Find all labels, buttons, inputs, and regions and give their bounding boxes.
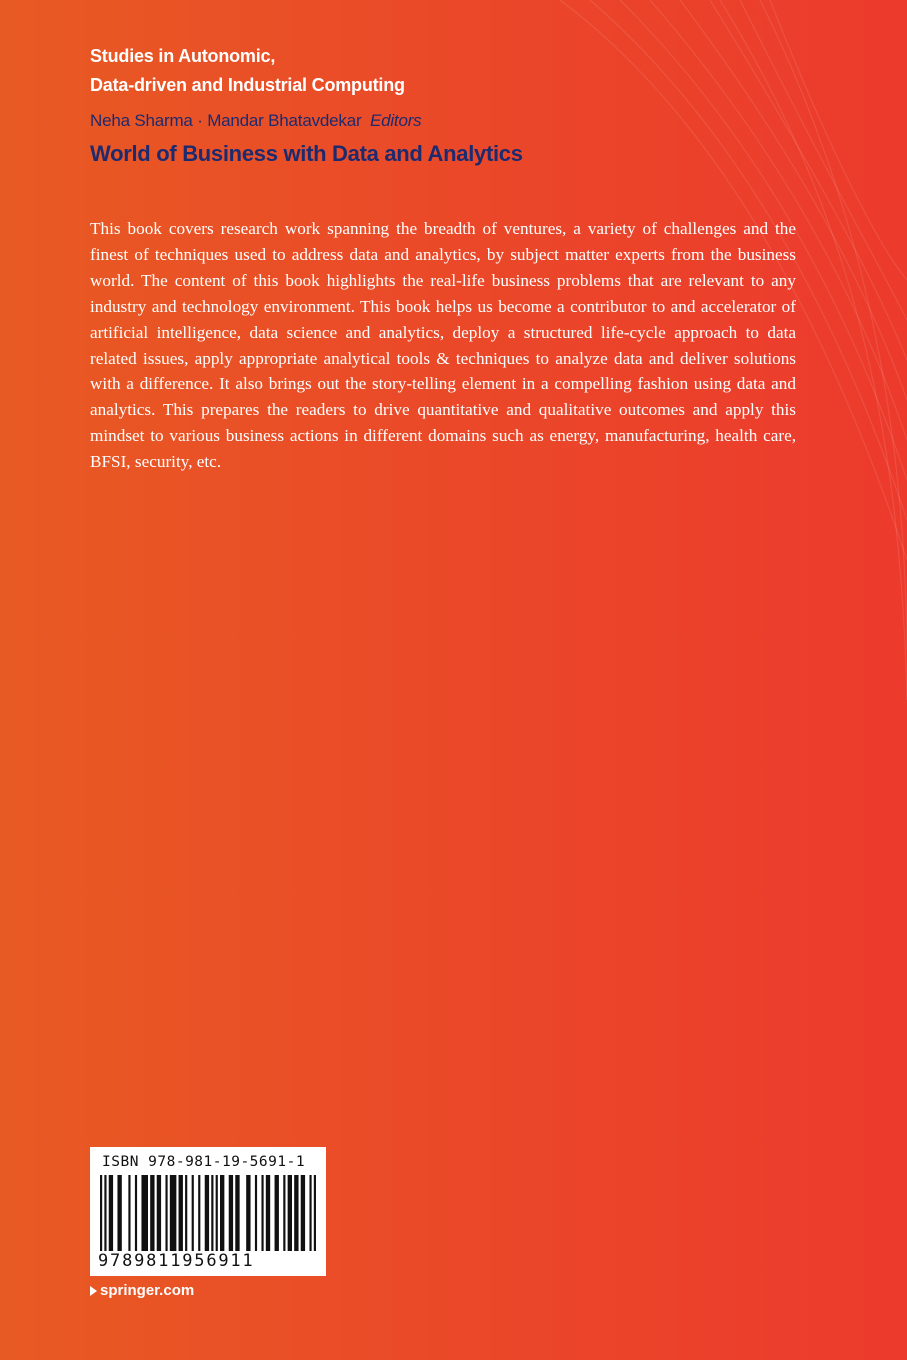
barcode-bar — [179, 1175, 183, 1251]
series-name-line-2: Data-driven and Industrial Computing — [90, 75, 405, 95]
publisher-link[interactable] — [90, 1282, 194, 1299]
barcode-bar — [192, 1175, 194, 1251]
barcode-bar — [309, 1175, 311, 1251]
ean-digits: 9789811956911 — [98, 1251, 255, 1271]
series-name — [90, 42, 405, 100]
barcode-bar — [157, 1175, 161, 1251]
barcode-bar — [185, 1175, 187, 1251]
barcode-bar — [128, 1175, 130, 1251]
barcode-bar — [104, 1175, 106, 1251]
barcode-bar — [205, 1175, 209, 1251]
barcode-bar — [261, 1175, 263, 1251]
barcode-bar — [165, 1175, 167, 1251]
barcode-bar — [141, 1175, 148, 1251]
editors — [90, 110, 421, 132]
barcode-bar — [294, 1175, 298, 1251]
barcode-bar — [301, 1175, 305, 1251]
isbn-label: ISBN 978-981-19-5691-1 — [102, 1154, 306, 1170]
barcode-bar — [198, 1175, 200, 1251]
barcode-bar — [216, 1175, 218, 1251]
book-description: This book covers research work spanning the breadth of ventures, a variety of challenges and the finest of techniques used to address data and analytics, by subject matter experts from the business world. The content of this book highlights the real-life business problems that are relevant to any industry and technology environment. This book helps us become a contributor to and accelerator of artificial intelligence, data science and analytics, deploy a structured life-cycle approach to data related issues, apply appropriate analytical tools & techniques to analyze data and deliver solutions with a difference. It also brings out the story-telling element in a compelling fashion using data and analytics. This prepares the readers to drive quantitative and qualitative outcomes and apply this mindset to various business actions in different domains such as energy, manufacturing, health care, BFSI, security, etc. — [90, 219, 796, 472]
barcode-bar — [275, 1175, 279, 1251]
barcode-bar — [220, 1175, 224, 1251]
barcode-bar — [109, 1175, 113, 1251]
barcode-bar — [150, 1175, 154, 1251]
barcode-bar — [135, 1175, 137, 1251]
barcode-bar — [283, 1175, 285, 1251]
book-title: World of Business with Data and Analytics — [90, 141, 523, 166]
editors-role: Editors — [369, 111, 422, 130]
arrow-right-icon — [90, 1286, 97, 1296]
series-name-line-1: Studies in Autonomic, — [90, 46, 276, 66]
publisher-url[interactable]: springer.com — [100, 1282, 195, 1299]
barcode-bar — [266, 1175, 270, 1251]
barcode-icon — [100, 1175, 316, 1251]
barcode-bar — [288, 1175, 292, 1251]
barcode-bar — [246, 1175, 250, 1251]
barcode-bar — [170, 1175, 177, 1251]
barcode-bar — [229, 1175, 233, 1251]
barcode-bar — [117, 1175, 121, 1251]
barcode-bar — [100, 1175, 102, 1251]
barcode-bar — [314, 1175, 316, 1251]
editor-names: Neha Sharma · Mandar Bhatavdekar — [90, 111, 362, 130]
barcode-bar — [211, 1175, 213, 1251]
barcode-panel — [90, 1147, 326, 1276]
barcode-bar — [255, 1175, 257, 1251]
barcode-bar — [235, 1175, 239, 1251]
